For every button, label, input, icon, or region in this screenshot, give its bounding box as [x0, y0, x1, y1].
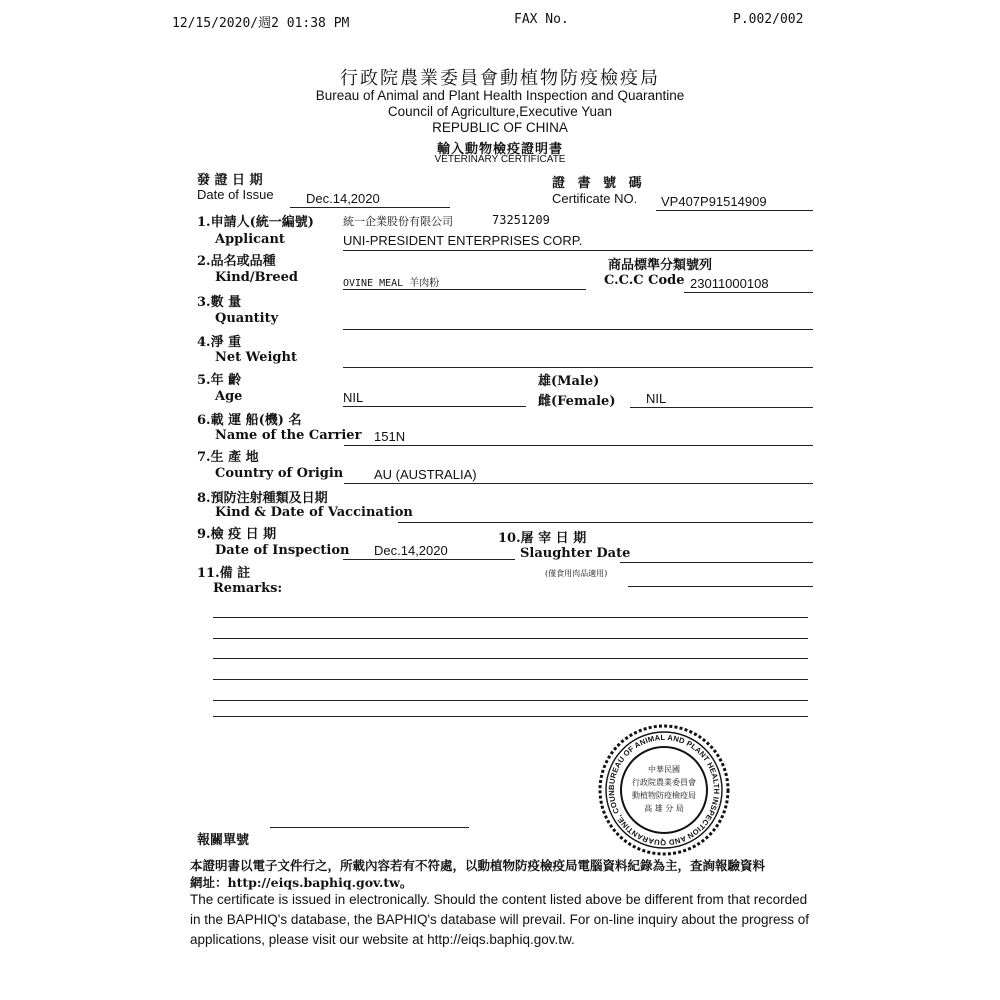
fax-datetime: 12/15/2020/週2 01:38 PM: [172, 16, 350, 31]
age-label-zh: 5.年 齡: [197, 373, 242, 388]
carrier-underline: [344, 445, 813, 446]
seal-line-2: 行政院農業委員會: [632, 778, 696, 787]
applicant-label-zh: 1.申請人(統一編號): [197, 215, 314, 230]
certificate-number-value: VP407P91514909: [661, 194, 767, 209]
quantity-underline: [343, 329, 813, 330]
certificate-underline: [656, 210, 813, 211]
remarks-line: [213, 658, 808, 659]
kind-label-en: Kind/Breed: [215, 270, 298, 285]
remarks-underline: [628, 586, 813, 587]
applicant-name-zh: 統一企業股份有限公司: [343, 215, 453, 228]
ccc-underline: [684, 292, 813, 293]
country-title-en: REPUBLIC OF CHINA: [432, 120, 568, 135]
issue-date-underline: [290, 207, 450, 208]
carrier-label-en: Name of the Carrier: [215, 428, 362, 443]
fax-number-label: FAX No.: [514, 12, 569, 27]
footer-zh-line-2: 網址：http://eiqs.baphiq.gov.tw。: [190, 875, 413, 890]
fax-page-number: P.002/002: [733, 12, 804, 27]
female-label: 雌(Female): [538, 394, 616, 409]
seal-line-4: 高 雄 分 局: [644, 804, 684, 813]
female-underline: [630, 407, 813, 408]
remarks-line: [213, 638, 808, 639]
quantity-label-zh: 3.數 量: [197, 295, 242, 310]
agency-title-zh: 行政院農業委員會動植物防疫檢疫局: [340, 68, 660, 89]
male-label: 雄(Male): [538, 374, 600, 389]
carrier-value: 151N: [374, 429, 406, 444]
age-underline: [343, 406, 526, 407]
certificate-label-en: Certificate NO.: [552, 191, 638, 206]
net-weight-label-en: Net Weight: [215, 350, 297, 365]
seal-graphic: [596, 722, 732, 858]
kind-value: OVINE MEAL 羊肉粉: [343, 278, 440, 289]
origin-underline: [344, 483, 813, 484]
seal-ring-text: BUREAU OF ANIMAL AND PLANT HEALTH INSPECTION AND QUARANTINE, COUN: [606, 732, 722, 848]
remarks-line: [213, 679, 808, 680]
ccc-value: 23011000108: [690, 276, 769, 291]
applicant-id: 73251209: [492, 213, 550, 227]
remarks-label-en: Remarks:: [213, 581, 283, 596]
issue-date-value: Dec.14,2020: [306, 191, 380, 206]
origin-label-zh: 7.生 產 地: [197, 450, 259, 465]
age-label-en: Age: [215, 389, 243, 404]
council-title-en: Council of Agriculture,Executive Yuan: [387, 104, 613, 119]
slaughter-label-zh: 10.屠 宰 日 期: [498, 531, 587, 546]
certificate-label-zh: 證 書 號 碼: [552, 176, 646, 191]
slaughter-label-en: Slaughter Date: [520, 546, 631, 561]
remarks-label-zh: 11.備 註: [197, 566, 251, 581]
inspection-label-zh: 9.檢 疫 日 期: [197, 527, 277, 542]
remarks-line: [213, 700, 808, 701]
footer-zh-line-1: 本證明書以電子文件行之，所載內容若有不符處，以動植物防疫檢疫局電腦資料紀錄為主，查詢報驗資料: [190, 858, 766, 873]
carrier-label-zh: 6.載 運 船(機) 名: [197, 413, 302, 428]
customs-number-underline: [270, 827, 469, 828]
issue-date-label-zh: 發 證 日 期: [197, 173, 263, 188]
female-value: NIL: [646, 391, 667, 406]
agency-title-en: Bureau of Animal and Plant Health Inspection and Quarantine: [315, 88, 685, 103]
slaughter-underline: [620, 562, 813, 563]
slaughter-note: (僅食用肉品適用): [545, 569, 608, 578]
issue-date-label-en: Date of Issue: [197, 187, 274, 202]
inspection-label-en: Date of Inspection: [215, 543, 350, 558]
applicant-name-en: UNI-PRESIDENT ENTERPRISES CORP.: [343, 233, 583, 248]
customs-number-label: 報關單號: [197, 833, 250, 848]
kind-label-zh: 2.品名或品種: [197, 254, 276, 269]
seal-line-1: 中華民國: [648, 765, 680, 774]
quantity-label-en: Quantity: [215, 311, 279, 326]
vaccination-underline: [398, 522, 813, 523]
footer-en-text: The certificate is issued in electronically. Should the content listed above be different from that recorded in the BAPHIQ's database, the BAPHIQ's database will prevail. For on-line inquiry about the progress of applications, please visit our website at http://eiqs.baphiq.gov.tw.: [190, 892, 809, 947]
document-title-en: VETERINARY CERTIFICATE: [434, 154, 566, 165]
age-value: NIL: [343, 390, 364, 405]
origin-label-en: Country of Origin: [215, 466, 344, 481]
ccc-label-zh: 商品標準分類號列: [608, 258, 713, 273]
remarks-line: [213, 716, 808, 717]
origin-value: AU (AUSTRALIA): [374, 467, 477, 482]
inspection-underline: [343, 559, 515, 560]
applicant-underline: [343, 250, 813, 251]
seal-line-3: 動植物防疫檢疫局: [632, 791, 696, 800]
ccc-label-en: C.C.C Code: [604, 273, 685, 288]
net-weight-underline: [343, 367, 813, 368]
net-weight-label-zh: 4.淨 重: [197, 335, 242, 350]
document-title-zh: 輸入動物檢疫證明書: [436, 142, 563, 157]
official-seal: [596, 722, 732, 858]
kind-underline: [343, 289, 586, 290]
remarks-line: [213, 617, 808, 618]
applicant-label-en: Applicant: [215, 232, 285, 247]
vaccination-label-zh: 8.預防注射種類及日期: [197, 491, 328, 506]
vaccination-label-en: Kind & Date of Vaccination: [215, 505, 413, 520]
inspection-value: Dec.14,2020: [374, 543, 448, 558]
